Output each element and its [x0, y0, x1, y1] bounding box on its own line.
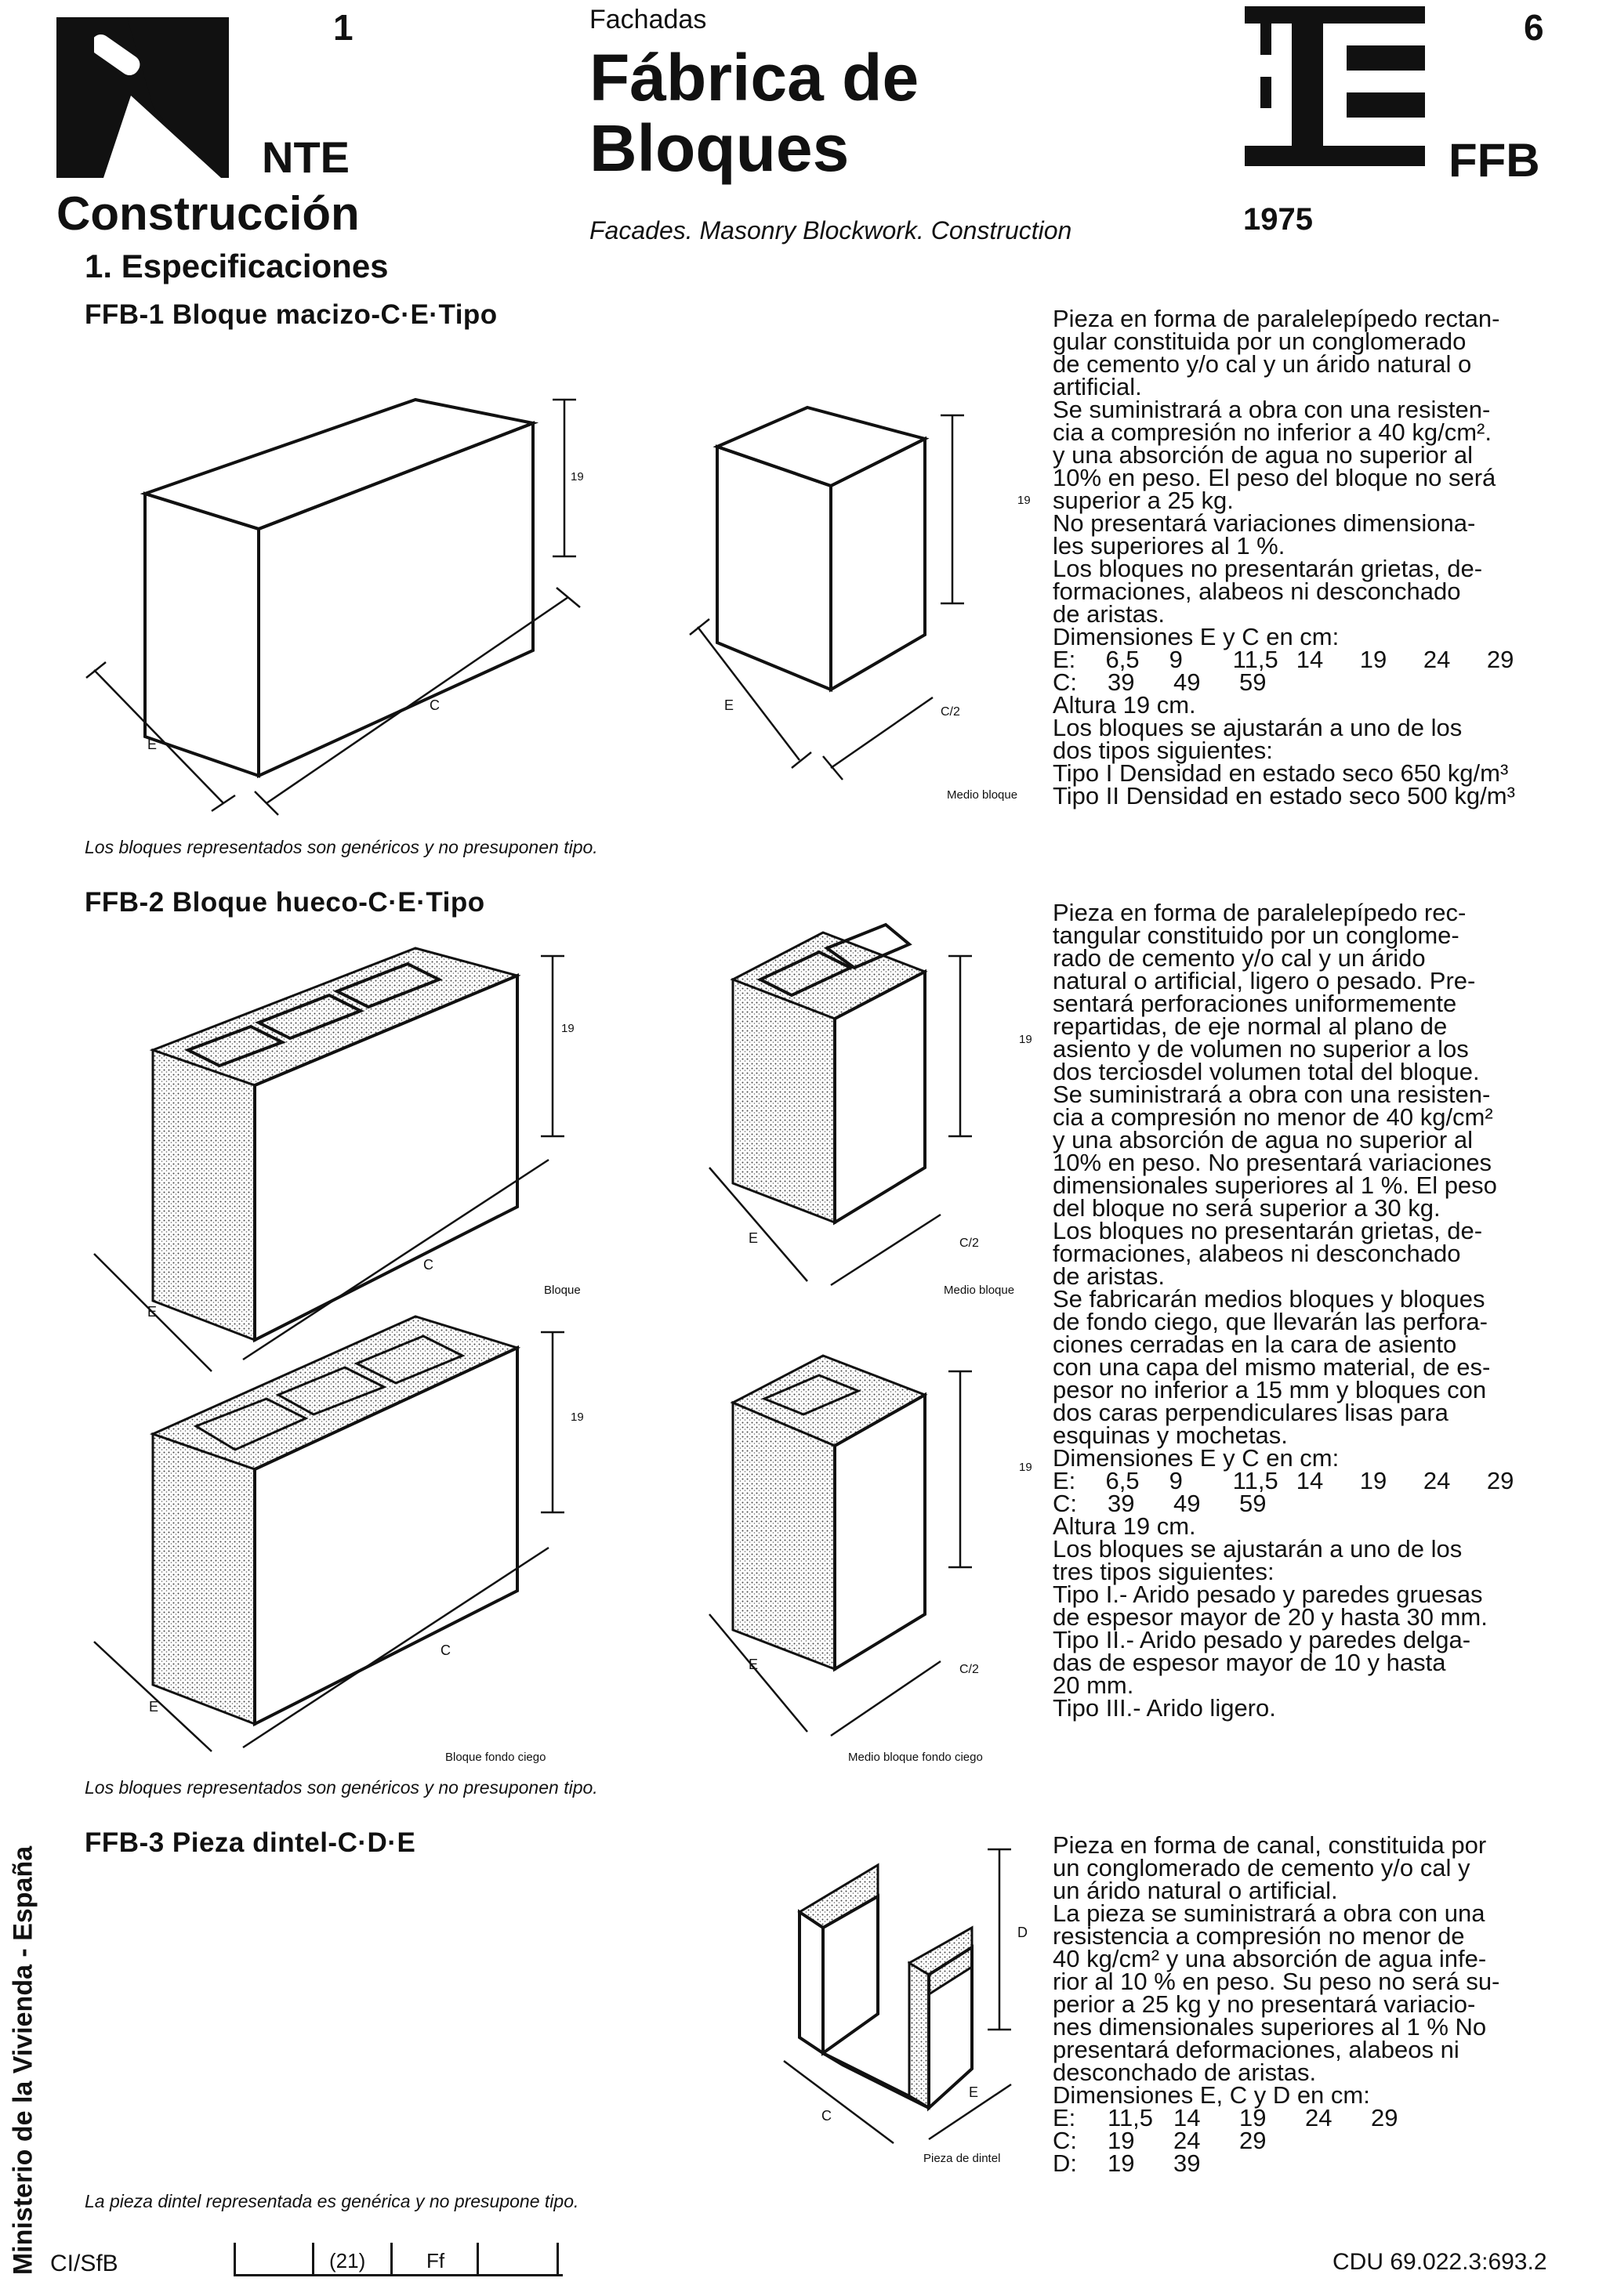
cdu-label: CDU 69.022.3:693.2	[1332, 2249, 1547, 2275]
side-ministry-text: Ministerio de la Vivienda - España	[8, 1845, 38, 2276]
ffb3-text-line: Pieza en forma de canal, constituida por	[1053, 1831, 1487, 1859]
dimension-value: 29	[1371, 2104, 1398, 2131]
ffb1-half-height-label: 19	[1017, 494, 1031, 507]
ffb1-text-line: y una absorción de agua no superior al	[1053, 441, 1473, 469]
dimension-value: 39	[1108, 1490, 1135, 1517]
classification-box-1: (21)	[329, 2249, 366, 2272]
ffb3-text-line: perior a 25 kg y no presentará variacio-	[1053, 1990, 1476, 2018]
ffb2-heading: FFB-2 Bloque hueco-C·E·Tipo	[85, 887, 485, 918]
dimension-value: 29	[1239, 2127, 1267, 2154]
ffb2-e-label: E	[147, 1304, 158, 1320]
ffb3-c-label: C	[821, 2108, 832, 2124]
sheet-number-right: 6	[1524, 7, 1544, 48]
ffb1-text-line: Los bloques se ajustarán a uno de los	[1053, 714, 1463, 741]
ffb1-dims-e	[1053, 648, 1550, 671]
ffb2-blind-half-c2-label: C/2	[959, 1663, 979, 1676]
ffb2-blind-height-label: 19	[571, 1411, 584, 1424]
dimension-value: 11,5	[1232, 1467, 1278, 1494]
ffb1-text-line: Tipo I Densidad en estado seco 650 kg/m³	[1053, 759, 1509, 787]
dimension-value: 39	[1108, 668, 1135, 696]
ffb2-text-line: rado de cemento y/o cal y un árido	[1053, 944, 1426, 972]
ffb2-dims-e	[1053, 1469, 1550, 1492]
ffb2-text-line: repartidas, de eje normal al plano de	[1053, 1012, 1448, 1040]
ffb3-text-line: resistencia a compresión no menor de	[1053, 1922, 1465, 1950]
ffb2-text-line: y una absorción de agua no superior al	[1053, 1126, 1473, 1153]
ffb2-dims-c	[1053, 1492, 1550, 1515]
ffb2-text-line: Se fabricarán medios bloques y bloques	[1053, 1285, 1485, 1313]
category-label: Fachadas	[589, 5, 707, 34]
ffb2-text-line: cia a compresión no menor de 40 kg/cm²	[1053, 1103, 1493, 1131]
dimension-label: D:	[1053, 2149, 1077, 2177]
ffb2-text-line: ciones cerradas en la cara de asiento	[1053, 1331, 1457, 1358]
ffb2-text-line: Se suministrará a obra con una resisten-	[1053, 1081, 1491, 1108]
ffb2-hollow-half-block-drawing	[690, 917, 1035, 1293]
ffb3-e-label: E	[969, 2084, 979, 2100]
dimension-value: 11,5	[1108, 2104, 1154, 2131]
ffb2-text-line: Tipo III.- Arido ligero.	[1053, 1694, 1276, 1722]
ffb3-caption: La pieza dintel representada es genérica y no presupone tipo.	[85, 2191, 579, 2211]
ffb2-text-line: Los bloques se ajustarán a uno de los	[1053, 1535, 1463, 1563]
dimension-value: 14	[1173, 2104, 1201, 2131]
ffb2-text-line: esquinas y mochetas.	[1053, 1421, 1288, 1449]
nte-label: NTE	[262, 132, 350, 182]
ffb1-half-caption: Medio bloque	[947, 788, 1018, 802]
ffb2-text-line: Altura 19 cm.	[1053, 1512, 1196, 1540]
dimension-label: E:	[1053, 1467, 1076, 1494]
ffb2-height-label: 19	[561, 1022, 575, 1035]
ffb2-text-line: tangular constituido por un conglome-	[1053, 922, 1459, 949]
dimension-value: 9	[1169, 646, 1183, 673]
dimension-value: 49	[1173, 668, 1201, 696]
ffb3-text-line: Dimensiones E, C y D en cm:	[1053, 2081, 1370, 2109]
dimension-value: 59	[1239, 1490, 1267, 1517]
ffb3-text-line: 40 kg/cm² y una absorción de agua infe-	[1053, 1945, 1487, 1972]
ffb1-text-line: formaciones, alabeos ni desconchado	[1053, 578, 1461, 605]
ffb3-text-line: nes dimensionales superiores al 1 % No	[1053, 2013, 1487, 2041]
ffb1-text-line: cia a compresión no inferior a 40 kg/cm².	[1053, 418, 1492, 446]
ffb2-text-line: pesor no inferior a 15 mm y bloques con	[1053, 1376, 1487, 1403]
dimension-value: 19	[1108, 2149, 1135, 2177]
dimension-value: 14	[1296, 1467, 1324, 1494]
ffb2-text-line: 10% en peso. No presentará variaciones	[1053, 1149, 1492, 1176]
dimension-value: 6,5	[1105, 646, 1140, 673]
dimension-value: 39	[1173, 2149, 1201, 2177]
ffb3-description	[1053, 1831, 1550, 2177]
ffb2-half-c2-label: C/2	[959, 1237, 979, 1250]
ffb2-text-line: de espesor mayor de 20 y hasta 30 mm.	[1053, 1603, 1488, 1631]
ffb1-half-c2-label: C/2	[941, 705, 960, 719]
page-title-line2: Bloques	[589, 111, 850, 185]
ffb1-text-line: les superiores al 1 %.	[1053, 532, 1285, 560]
ffb3-lintel-drawing	[760, 1834, 1042, 2147]
dimension-value: 9	[1169, 1467, 1183, 1494]
ffb1-text-line: de cemento y/o cal y un árido natural o	[1053, 350, 1472, 378]
ffb1-text-line: artificial.	[1053, 373, 1142, 400]
ffb2-text-line: de aristas.	[1053, 1262, 1166, 1290]
ffb2-blind-e-label: E	[149, 1699, 159, 1715]
ffb2-text-line: formaciones, alabeos ni desconchado	[1053, 1240, 1461, 1267]
ffb1-text-line: Los bloques no presentarán grietas, de-	[1053, 555, 1483, 582]
ffb3-text-line: La pieza se suministrará a obra con una	[1053, 1899, 1485, 1927]
trowel-icon	[56, 17, 229, 182]
ffb1-text-line: Pieza en forma de paralelepípedo rectan-	[1053, 305, 1500, 332]
ffb3-text-line: rior al 10 % en peso. Su peso no será su-	[1053, 1968, 1500, 1995]
ffb1-text-line: de aristas.	[1053, 600, 1166, 628]
ffb2-half-e-label: E	[749, 1230, 759, 1246]
ffb1-dims-c	[1053, 668, 1550, 696]
ffb3-dims-c	[1053, 2129, 1550, 2152]
ffb1-half-e-label: E	[724, 697, 734, 713]
dimension-value: 49	[1173, 1490, 1201, 1517]
ffb2-c-label: C	[423, 1257, 433, 1273]
dimension-value: 19	[1239, 2104, 1267, 2131]
construccion-label: Construcción	[56, 187, 360, 240]
ffb3-text-line: un conglomerado de cemento y/o cal y	[1053, 1854, 1470, 1881]
cisfb-label: CI/SfB	[50, 2251, 118, 2276]
dimension-value: 29	[1486, 1467, 1514, 1494]
ffb3-text-line: un árido natural o artificial.	[1053, 1877, 1338, 1904]
ffb1-caption: Los bloques representados son genéricos y no presuponen tipo.	[85, 837, 598, 857]
dimension-value: 59	[1239, 668, 1267, 696]
ffb1-text-line: dos tipos siguientes:	[1053, 737, 1273, 764]
ffb3-pieza-label: Pieza de dintel	[923, 2152, 1001, 2165]
ffb1-heading: FFB-1 Bloque macizo-C·E·Tipo	[85, 299, 498, 330]
dimension-value: 19	[1108, 2127, 1135, 2154]
section-title: 1. Especificaciones	[85, 248, 389, 284]
nte-mark-icon	[1245, 6, 1425, 171]
ffb2-blind-c-label: C	[441, 1642, 451, 1658]
ffb2-text-line: dos terciosdel volumen total del bloque.	[1053, 1058, 1480, 1085]
ffb1-text-line: Dimensiones E y C en cm:	[1053, 623, 1340, 650]
ffb1-text-line: No presentará variaciones dimensiona-	[1053, 509, 1476, 537]
classification-box-2: Ff	[426, 2249, 445, 2272]
ffb3-text-line: desconchado de aristas.	[1053, 2059, 1317, 2086]
sheet-number-left: 1	[333, 7, 354, 48]
dimension-value: 14	[1296, 646, 1324, 673]
ffb1-half-block-drawing	[674, 392, 1035, 784]
ffb2-blind-half-height-label: 19	[1019, 1461, 1032, 1474]
dimension-value: 6,5	[1105, 1467, 1140, 1494]
ffb2-text-line: Tipo II.- Arido pesado y paredes delga-	[1053, 1626, 1471, 1653]
ffb1-text-line: 10% en peso. El peso del bloque no será	[1053, 464, 1496, 491]
ffb1-e-label: E	[147, 737, 158, 752]
ffb2-text-line: Tipo I.- Arido pesado y paredes gruesas	[1053, 1581, 1483, 1608]
ffb2-text-line: das de espesor mayor de 10 y hasta	[1053, 1649, 1446, 1676]
ffb2-bloque-label: Bloque	[544, 1284, 581, 1297]
ffb1-height-label: 19	[571, 470, 584, 483]
ffb2-text-line: Dimensiones E y C en cm:	[1053, 1444, 1340, 1472]
ffb2-text-line: dos caras perpendiculares lisas para	[1053, 1399, 1449, 1426]
dimension-label: C:	[1053, 668, 1077, 696]
ffb2-text-line: 20 mm.	[1053, 1671, 1134, 1699]
english-subtitle: Facades. Masonry Blockwork. Construction	[589, 216, 1072, 244]
ffb2-text-line: Los bloques no presentarán grietas, de-	[1053, 1217, 1483, 1244]
dimension-value: 24	[1173, 2127, 1201, 2154]
dimension-value: 24	[1305, 2104, 1332, 2131]
classification-boxes	[234, 2243, 563, 2276]
ffb1-description	[1053, 307, 1550, 807]
ffb1-text-line: Se suministrará a obra con una resisten-	[1053, 396, 1491, 423]
ffb2-text-line: con una capa del mismo material, de es-	[1053, 1353, 1491, 1381]
dimension-label: C:	[1053, 2127, 1077, 2154]
ffb1-c-label: C	[430, 697, 440, 713]
nte-logo	[56, 17, 229, 182]
code-label: FFB	[1449, 134, 1540, 187]
dimension-value: 29	[1486, 646, 1514, 673]
ffb1-text-line: superior a 25 kg.	[1053, 487, 1234, 514]
ffb2-blind-block-drawing	[78, 1301, 596, 1755]
ffb2-medio-bloque-label: Medio bloque	[944, 1284, 1015, 1297]
ffb2-text-line: dimensionales superiores al 1 %. El peso	[1053, 1172, 1497, 1199]
dimension-value: 24	[1423, 1467, 1451, 1494]
ffb2-text-line: de fondo ciego, que llevarán las perfora-	[1053, 1308, 1488, 1335]
ffb2-medio-bloque-fondo-ciego-label: Medio bloque fondo ciego	[848, 1751, 983, 1764]
page-title-line1: Fábrica de	[589, 41, 919, 114]
year-label: 1975	[1243, 202, 1313, 237]
ffb2-blind-half-e-label: E	[749, 1657, 759, 1672]
ffb1-block-drawing	[78, 368, 596, 823]
dimension-value: 11,5	[1232, 646, 1278, 673]
ffb2-blind-half-block-drawing	[690, 1309, 1035, 1747]
ffb2-text-line: asiento y de volumen no superior a los	[1053, 1035, 1469, 1063]
ffb2-half-height-label: 19	[1019, 1033, 1032, 1046]
dimension-label: C:	[1053, 1490, 1077, 1517]
ffb2-description	[1053, 899, 1550, 1722]
ffb3-text-line: presentará deformaciones, alabeos ni	[1053, 2036, 1459, 2063]
ffb1-text-line: Tipo II Densidad en estado seco 500 kg/m³	[1053, 782, 1515, 809]
ffb1-text-line: gular constituida por un conglomerado	[1053, 328, 1467, 355]
ffb2-text-line: del bloque no será superior a 30 kg.	[1053, 1194, 1441, 1222]
ffb2-text-line: sentará perforaciones uniformemente	[1053, 990, 1457, 1017]
dimension-label: E:	[1053, 646, 1076, 673]
ffb1-text-line: Altura 19 cm.	[1053, 691, 1196, 719]
ffb3-d-label: D	[1017, 1925, 1028, 1940]
dimension-value: 24	[1423, 646, 1451, 673]
ffb2-text-line: natural o artificial, ligero o pesado. Pre-	[1053, 967, 1476, 994]
ffb2-text-line: tres tipos siguientes:	[1053, 1558, 1274, 1585]
dimension-value: 19	[1359, 646, 1387, 673]
ffb2-caption: Los bloques representados son genéricos y no presuponen tipo.	[85, 1777, 598, 1798]
ffb3-dims-e	[1053, 2106, 1550, 2129]
dimension-value: 19	[1359, 1467, 1387, 1494]
ffb3-heading: FFB-3 Pieza dintel-C·D·E	[85, 1827, 416, 1858]
ffb2-bloque-fondo-ciego-label: Bloque fondo ciego	[445, 1751, 546, 1764]
dimension-label: E:	[1053, 2104, 1076, 2131]
ffb3-dims-d	[1053, 2149, 1550, 2177]
ffb2-text-line: Pieza en forma de paralelepípedo rec-	[1053, 899, 1467, 926]
